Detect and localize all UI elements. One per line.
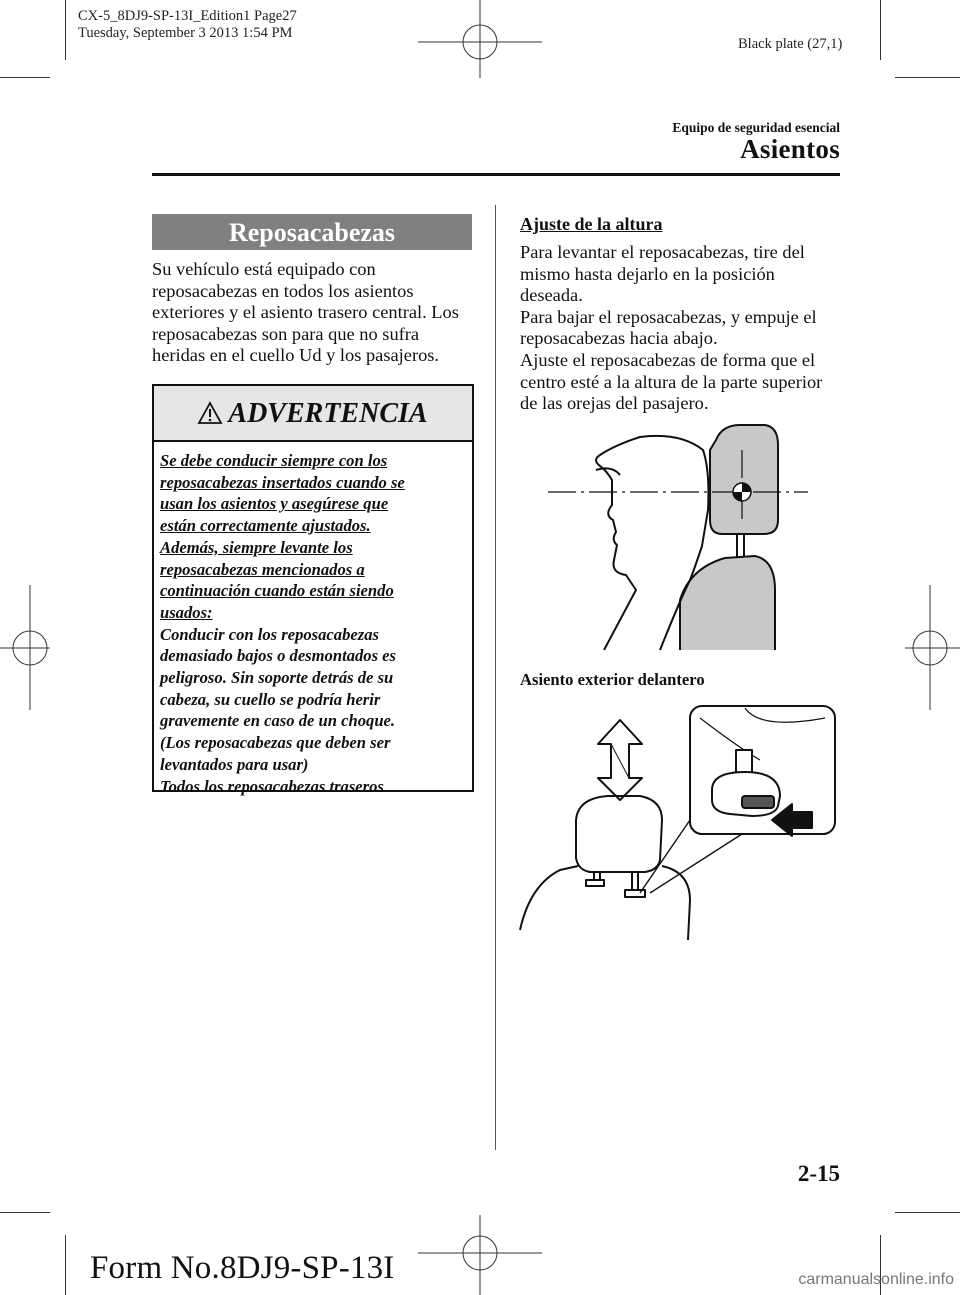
warning-line: continuación cuando están siendo <box>160 581 394 601</box>
text-line: Ajuste el reposacabezas de forma que el <box>520 349 816 370</box>
headrest-shape <box>576 796 662 872</box>
text-line: mismo hasta dejarlo en la posición <box>520 263 775 284</box>
text-line: deseada. <box>520 285 583 306</box>
warning-line: usan los asientos y asegúrese que <box>160 494 389 514</box>
warning-line: reposacabezas mencionados a <box>160 559 365 579</box>
warning-title: ADVERTENCIA <box>228 398 428 429</box>
warning-line: gravemente en caso de un choque. <box>160 711 396 731</box>
warning-line: demasiado bajos o desmontados es <box>160 646 397 666</box>
warning-line: levantados para usar) <box>160 754 309 774</box>
section-banner: Reposacabezas <box>152 214 472 250</box>
plate-info: Black plate (27,1) <box>738 36 843 52</box>
watermark: carmanualsonline.info <box>798 1271 954 1288</box>
figure-caption: Asiento exterior delantero <box>520 670 705 689</box>
text-line: Para levantar el reposacabezas, tire del <box>520 242 805 262</box>
warning-line: están correctamente ajustados. <box>160 516 371 536</box>
warning-line: Todos los reposacabezas traseros <box>160 776 384 796</box>
header-category: Equipo de seguridad esencial <box>672 120 840 135</box>
text-line: Para bajar el reposacabezas, y empuje el <box>520 306 817 327</box>
warning-line: peligroso. Sin soporte detrás de su <box>160 668 394 688</box>
text-line: de las orejas del pasajero. <box>520 393 709 414</box>
text-line: centro esté a la altura de la parte superior <box>520 371 823 392</box>
print-info-line2: Tuesday, September 3 2013 1:54 PM <box>78 25 293 41</box>
subheading: Ajuste de la altura <box>520 214 663 234</box>
warning-line: Se debe conducir siempre con los <box>160 451 388 470</box>
text-line: reposacabezas en todos los asientos <box>152 280 414 301</box>
text-line: Su vehículo está equipado con <box>152 259 376 279</box>
warning-line: Conducir con los reposacabezas <box>160 624 379 644</box>
print-info-line1: CX-5_8DJ9-SP-13I_Edition1 Page27 <box>78 8 297 24</box>
text-line: heridas en el cuello Ud y los pasajeros. <box>152 345 440 366</box>
seatback-shape <box>520 866 690 940</box>
text-line: reposacabezas son para que no sufra <box>152 323 420 344</box>
header-title: Asientos <box>740 134 840 164</box>
page-number: 2-15 <box>797 1161 840 1186</box>
warning-line: Además, siempre levante los <box>160 537 353 557</box>
text-line: exteriores y el asiento trasero central. Los <box>152 302 459 323</box>
form-number: Form No.8DJ9-SP-13I <box>90 1250 395 1286</box>
text-line: reposacabezas hacia abajo. <box>520 328 718 349</box>
warning-line: cabeza, su cuello se podría herir <box>160 689 381 709</box>
warning-line: usados: <box>160 602 213 622</box>
warning-line: reposacabezas insertados cuando se <box>160 472 405 492</box>
warning-line: (Los reposacabezas que deben ser <box>160 733 391 753</box>
